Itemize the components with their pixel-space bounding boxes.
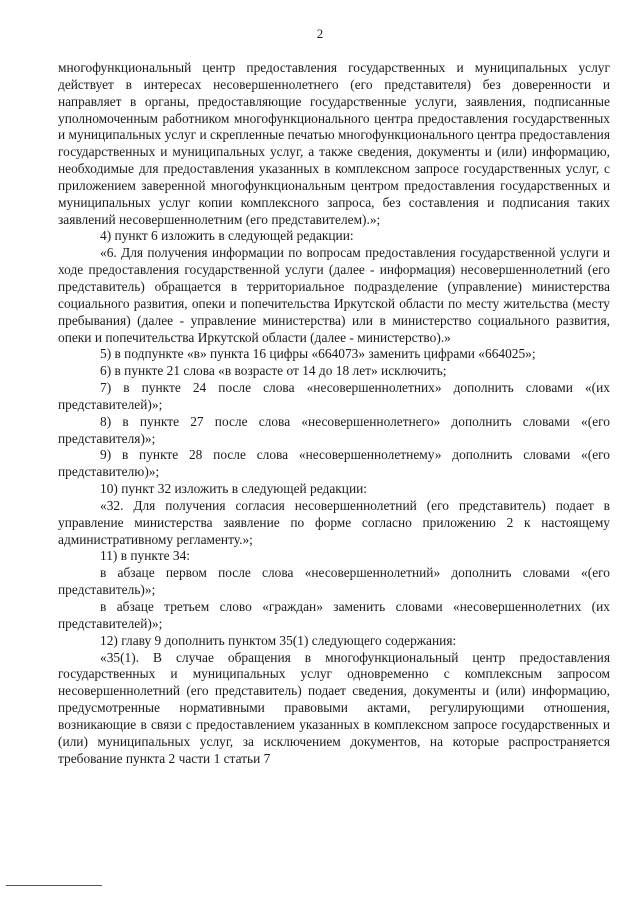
paragraph-item-7: 7) в пункте 24 после слова «несовершеннолетних» дополнить словами «(их представителей)»; [58, 380, 610, 412]
paragraph-quote-6: «6. Для получения информации по вопросам предоставления государственной услуги и ходе предоставления государственной услуги (далее - информация) несовершеннолетний (его представитель) обращается в территориальное подразделение (управление) министерства социального развития, опеки и попечительства Иркутской области по месту жительства (месту пребывания) (далее - управление министерства) или в министерство социального развития, опеки и попечительства Иркутской области (далее - министерство).» [58, 245, 610, 345]
footer-rule [6, 885, 102, 886]
paragraph-quote-35-1: «35(1). В случае обращения в многофункциональный центр предоставления государственных и муниципальных услуг одновременно с комплексным запросом несовершеннолетний (его представитель) подает сведения, документы и (или) информацию, предусмотренные нормативными правовыми актами, регулирующими отношения, возникающие в связи с предоставлением указанных в комплексном запросе государственных и (или) муниципальных услуг, за исключением документов, на которые распространяется требование пункта 2 части 1 статьи 7 [58, 649, 610, 766]
document-body [58, 60, 610, 767]
paragraph-item-12: 12) главу 9 дополнить пунктом 35(1) следующего содержания: [100, 632, 457, 648]
paragraph-quote-32: «32. Для получения согласия несовершеннолетний (его представитель) подает в управление министерства заявление по форме согласно приложению 2 к настоящему административному регламенту.»; [58, 497, 610, 547]
page-number: 2 [316, 26, 324, 41]
paragraph-continuation: многофункциональный центр предоставления государственных и муниципальных услуг действует в интересах несовершеннолетнего (его представителя) без доверенности и направляет в органы, предоставляющие государственные услуги, заявления, подписанные уполномоченным работником многофункционального центра предоставления государственных и муниципальных услуг и скрепленные печатью многофункционального центра предоставления государственных и муниципальных услуг, а также сведения, документы и (или) информацию, необходимые для предоставления указанных в комплексном запросе государственных услуг, с приложением заверенной многофункциональным центром предоставления государственных и муниципальных услуг копии комплексного запроса, без составления и подписания таких заявлений несовершеннолетним (его представителем).»; [58, 60, 610, 227]
paragraph-item-4: 4) пункт 6 изложить в следующей редакции: [100, 228, 354, 244]
paragraph-item-11: 11) в пункте 34: [100, 548, 190, 564]
paragraph-item-9: 9) в пункте 28 после слова «несовершеннолетнему» дополнить словами «(его представителю)»; [58, 447, 610, 480]
paragraph-item-11-first-abzac: в абзаце первом после слова «несовершеннолетний» дополнить словами «(его представитель)»; [58, 565, 610, 598]
paragraph-item-6: 6) в пункте 21 слова «в возрасте от 14 до 18 лет» исключить; [100, 363, 447, 379]
paragraph-item-5: 5) в подпункте «в» пункта 16 цифры «664073» заменить цифрами «664025»; [100, 346, 536, 362]
paragraph-item-11-third-abzac: в абзаце третьем слово «граждан» заменить словами «несовершеннолетних (их представителей)»; [58, 599, 610, 631]
paragraph-item-8: 8) в пункте 27 после слова «несовершеннолетнего» дополнить словами «(его представителя)»; [58, 413, 610, 446]
paragraph-item-10: 10) пункт 32 изложить в следующей редакции: [100, 481, 368, 497]
